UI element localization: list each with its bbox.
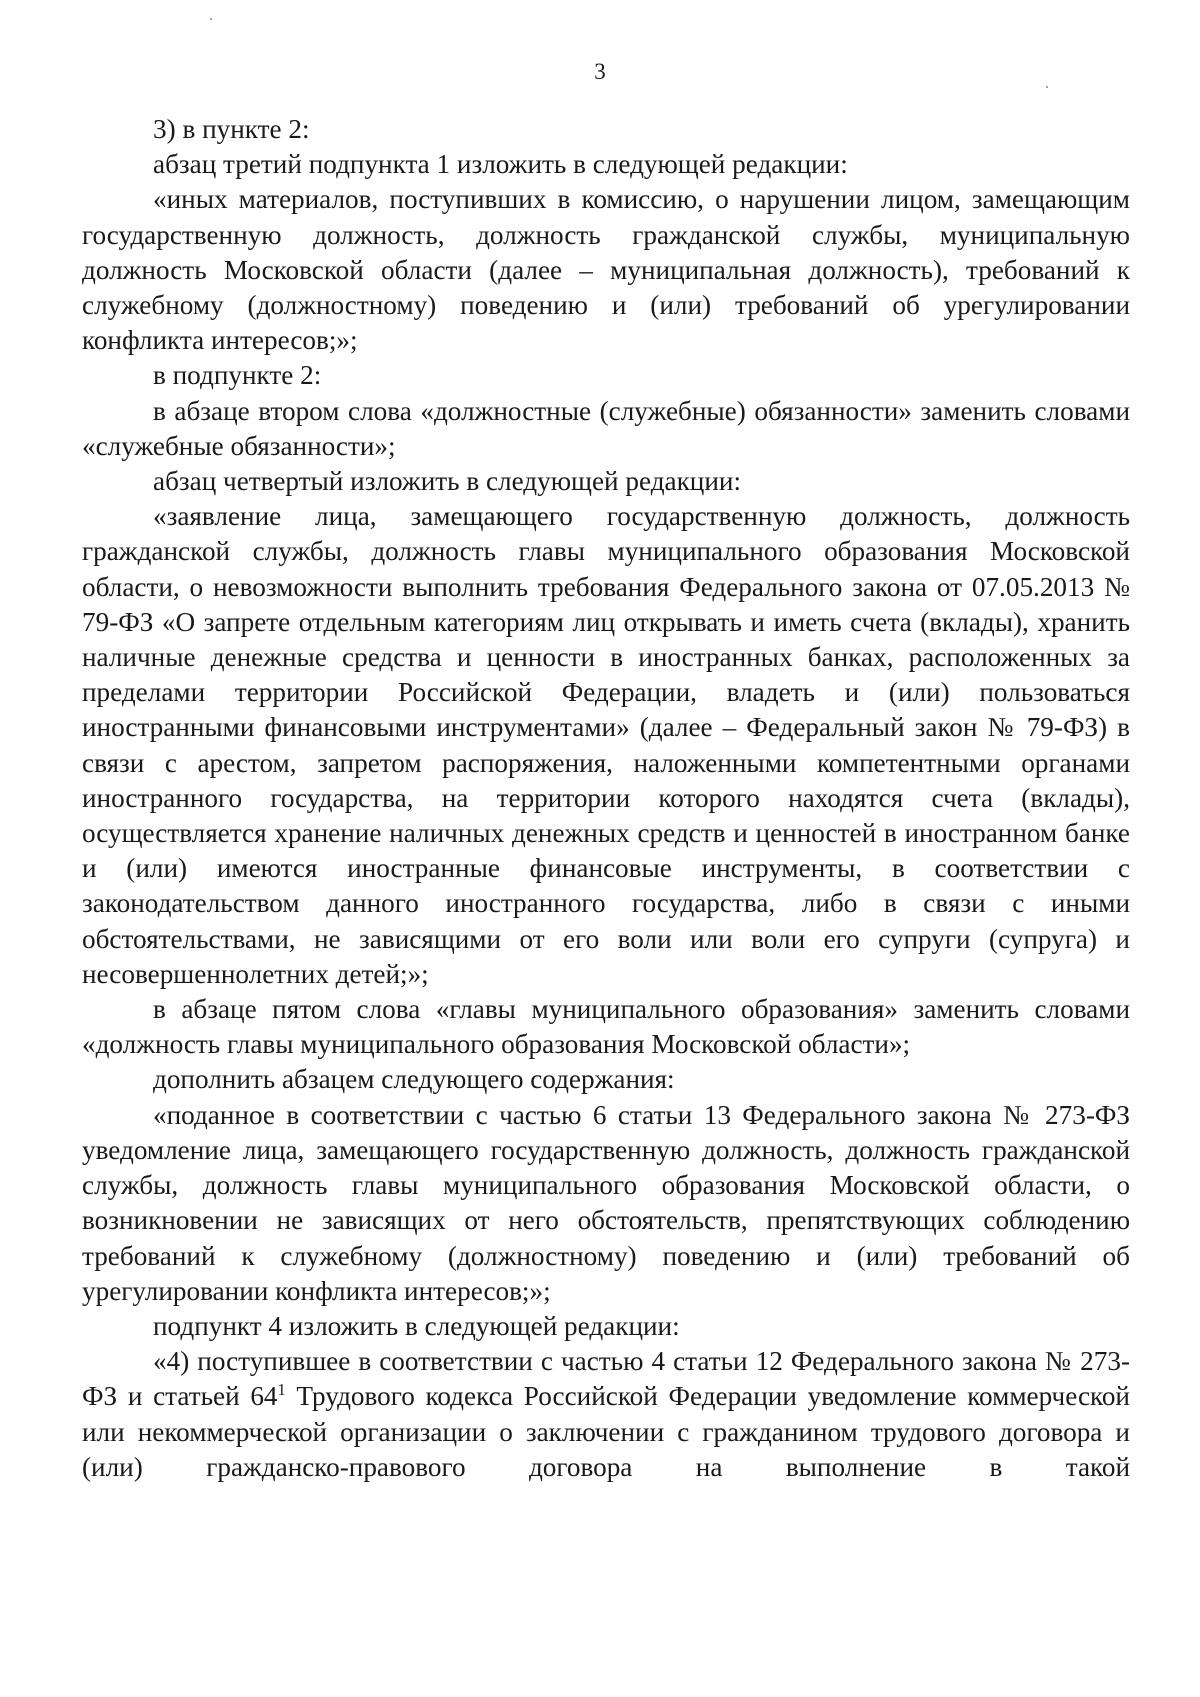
scan-speck <box>210 18 212 20</box>
paragraph-last <box>82 1344 1130 1485</box>
page-number: 3 <box>594 59 606 84</box>
paragraph: в абзаце пятом слова «главы муниципального образования» заменить словами «должность главы муниципального образования Московской области»; <box>82 994 1130 1060</box>
paragraph: дополнить абзацем следующего содержания: <box>153 1064 675 1095</box>
paragraph: в абзаце втором слова «должностные (служебные) обязанности» заменить словами «служебные обязанности»; <box>82 395 1130 461</box>
superscript: 1 <box>277 1380 286 1400</box>
paragraph: абзац четвертый изложить в следующей редакции: <box>153 466 742 497</box>
paragraph: 3) в пункте 2: <box>153 114 310 144</box>
paragraph: «поданное в соответствии с частью 6 статьи 13 Федерального закона № 273-ФЗ уведомление лица, замещающего государственную должность, должность гражданской службы, должность главы муниципального образования Московской области, о возникновении не зависящих от него обстоятельств, препятствующих соблюдению требований к служебному (должностному) поведению и (или) требований об урегулировании конфликта интересов;»; <box>82 1099 1130 1306</box>
scan-speck <box>1046 86 1048 88</box>
paragraph: «заявление лица, замещающего государственную должность, должность гражданской службы, должность главы муниципального образования Московской области, о невозможности выполнить требования Федерального закона от 07.05.2013 № 79-ФЗ «О запрете отдельным категориям лиц открывать и иметь счета (вклады), хранить наличные денежные средства и ценности в иностранных банках, расположенных за пределами территории Российской Федерации, владеть и (или) пользоваться иностранными финансовыми инструментами» (далее – Федеральный закон № 79-ФЗ) в связи с арестом, запретом распоряжения, наложенными компетентными органами иностранного государства, на территории которого находятся счета (вклады), осуществляется хранение наличных денежных средств и ценностей в иностранном банке и (или) имеются иностранные финансовые инструменты, в соответствии с законодательством данного иностранного государства, либо в связи с иными обстоятельствами, не зависящими от его воли или воли его супруги (супруга) и несовершеннолетних детей;»; <box>82 501 1130 989</box>
paragraph: абзац третий подпункта 1 изложить в следующей редакции: <box>153 149 848 180</box>
document-body <box>82 112 1130 1485</box>
paragraph: подпункт 4 изложить в следующей редакции: <box>153 1310 680 1341</box>
paragraph: «иных материалов, поступивших в комиссию, о нарушении лицом, замещающим государственную должность, должность гражданской службы, муниципальную должность Московской области (далее – муниципальная должность), требований к служебному (должностному) поведению и (или) требований об урегулировании конфликта интересов;»; <box>82 184 1130 356</box>
paragraph: в подпункте 2: <box>153 360 322 391</box>
paragraph-text: «4) поступившее в соответствии с частью 4 статьи 12 Федерального закона № 273-ФЗ и статьей 64 <box>82 1346 1130 1412</box>
paragraph-text: Трудового кодекса Российской Федерации уведомление коммерческой или некоммерческой организации о заключении с гражданином трудового договора и (или) гражданско-правового договора на выполнение в такой <box>82 1381 1130 1482</box>
